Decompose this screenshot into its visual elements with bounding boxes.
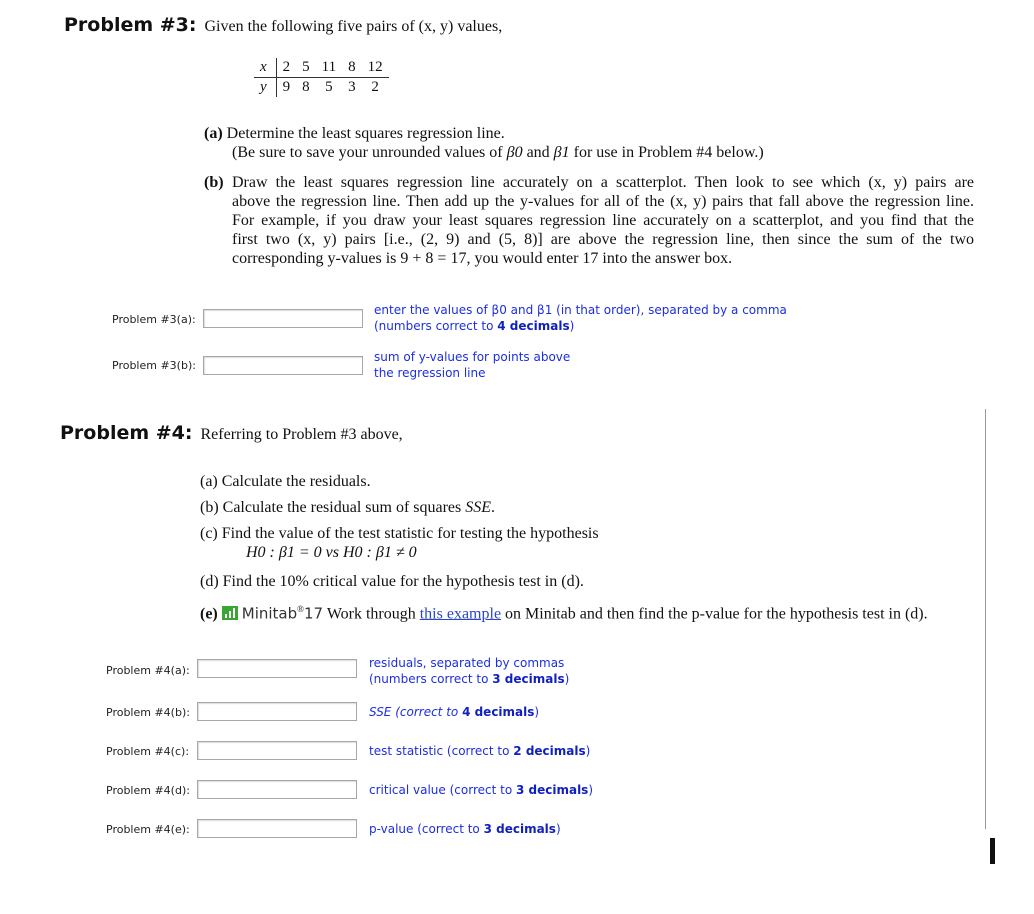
minitab-registered: ® [297,604,304,614]
hint-text: critical value (correct to [369,783,516,797]
hint-bold: 4 decimals [497,319,570,333]
hint-text: ) [588,783,594,797]
problem-4-header [60,422,403,444]
answer-hint-3b [374,349,570,381]
problem-4b-pre: (b) Calculate the residual sum of squares [200,499,466,516]
note-text: and [522,144,554,161]
problem-4c-text: (c) Find the value of the test statistic for testing the hypothesis [200,525,599,542]
answer-hint-4e [369,821,561,837]
x-value: 2 [276,58,296,78]
part-tag: (a) [204,125,223,142]
minitab-name: Minitab [241,604,298,623]
hint-bold: 3 decimals [515,783,589,797]
problem-4e-pre: Work through [326,605,420,623]
x-value: 12 [362,58,389,78]
problem-3b-line: Draw the least squares regression line accurately on a scatterplot. Then look to see which (x, y) pairs are [232,174,974,191]
hint-text: (numbers correct to [374,319,498,333]
answer-input-4d[interactable] [197,780,357,799]
problem-4e-post: on Minitab and then find the p-value for the hypothesis test in (d). [501,605,928,623]
answer-label-4c: Problem #4(c): [106,745,190,758]
x-value: 8 [342,58,362,78]
answer-hint-4c [369,743,590,759]
y-value: 3 [348,79,356,95]
hint-text: ) [555,822,561,836]
minitab-logo-icon [222,606,238,625]
problem-3b-line: For example, if you draw your least squares regression line accurately on a scatterplot, and you find that the [232,212,974,229]
x-value: 5 [296,58,316,78]
hint-text: ) [569,319,575,333]
answer-label-4a: Problem #4(a): [106,664,190,677]
hypothesis-text: H0 : β1 = 0 vs H0 : β1 ≠ 0 [246,544,417,561]
beta1-symbol: β1 [553,144,570,161]
problem-3a-line1: Determine the least squares regression line. [226,125,505,142]
hint-text: (numbers correct to [369,672,493,686]
part-tag: (e) [200,605,218,623]
hint-bold: 3 decimals [492,672,565,686]
answer-label-3a: Problem #3(a): [112,313,196,326]
answer-hint-4b [369,704,539,720]
answer-hint-4d [369,782,593,798]
hint-text: SSE (correct to [369,705,463,719]
hint-line: residuals, separated by commas [369,656,565,670]
sse-term: SSE [465,499,492,516]
answer-hint-4a [369,655,569,687]
problem-4e-text [200,600,928,625]
part-tag: (b) [204,174,224,191]
text-cursor-icon [990,838,995,864]
problem-3a-text [204,124,505,143]
hint-line [374,318,787,334]
hint-text: ) [585,744,591,758]
y-value: 8 [302,79,310,95]
example-link[interactable]: this example [419,605,502,623]
hint-line: the regression line [374,366,486,380]
hint-text: ) [534,705,540,719]
problem-3b-text [232,173,974,249]
hint-bold: 3 decimals [483,822,556,836]
answer-input-3b[interactable] [203,356,363,375]
answer-hint-3a [374,302,787,334]
note-text: for use in Problem #4 below.) [569,144,764,161]
hint-line: sum of y-values for points above [374,350,571,364]
problem-4a-text: (a) Calculate the residuals. [200,473,371,490]
problem-3-heading: Problem #3: [64,14,197,36]
answer-input-4c[interactable] [197,741,357,760]
hint-bold: 2 decimals [513,744,586,758]
minitab-version: 17 [304,604,324,623]
problem-4-heading: Problem #4: [60,422,193,444]
hint-text: ) [564,672,570,686]
problem-3b-tag-wrap [204,173,224,192]
hint-bold: 4 decimals [462,705,535,719]
problem-3b-last-line: corresponding y-values is 9 + 8 = 17, you would enter 17 into the answer box. [232,250,733,267]
problem-3b-line: first two (x, y) pairs [i.e., (2, 9) and (5, 8)] are above the regression line, then since the sum of the two [232,231,974,248]
vertical-divider [985,409,986,829]
problem-3a-note [232,143,764,162]
answer-input-4a[interactable] [197,659,357,678]
y-value: 2 [371,79,379,95]
hint-line: enter the values of β0 and β1 (in that order), separated by a comma [374,303,787,317]
problem-3-intro: Given the following five pairs of (x, y) values, [204,18,503,35]
problem-4-intro: Referring to Problem #3 above, [200,426,403,443]
y-value: 5 [325,79,333,95]
answer-input-3a[interactable] [203,309,363,328]
answer-label-4e: Problem #4(e): [106,823,190,836]
hint-text: p-value (correct to [369,822,484,836]
note-text: (Be sure to save your unrounded values of [232,144,507,161]
beta0-symbol: β0 [506,144,523,161]
y-value: 9 [282,79,291,95]
answer-label-4b: Problem #4(b): [106,706,190,719]
problem-3b-line: above the regression line. Then add up the y-values for all of the (x, y) pairs that fall above the regression line. [232,193,974,210]
answer-input-4b[interactable] [197,702,357,721]
hint-line [369,671,569,687]
answer-label-3b: Problem #3(b): [112,359,196,372]
hint-text: test statistic (correct to [369,744,514,758]
problem-4b-text [200,498,495,517]
x-value: 11 [316,58,342,78]
xy-data-table [254,58,389,97]
answer-input-4e[interactable] [197,819,357,838]
problem-4d-text: (d) Find the 10% critical value for the hypothesis test in (d). [200,573,584,590]
y-label: y [254,78,276,98]
problem-4b-post: . [491,499,496,516]
answer-label-4d: Problem #4(d): [106,784,190,797]
x-label: x [254,58,276,78]
problem-3-header [64,14,502,36]
